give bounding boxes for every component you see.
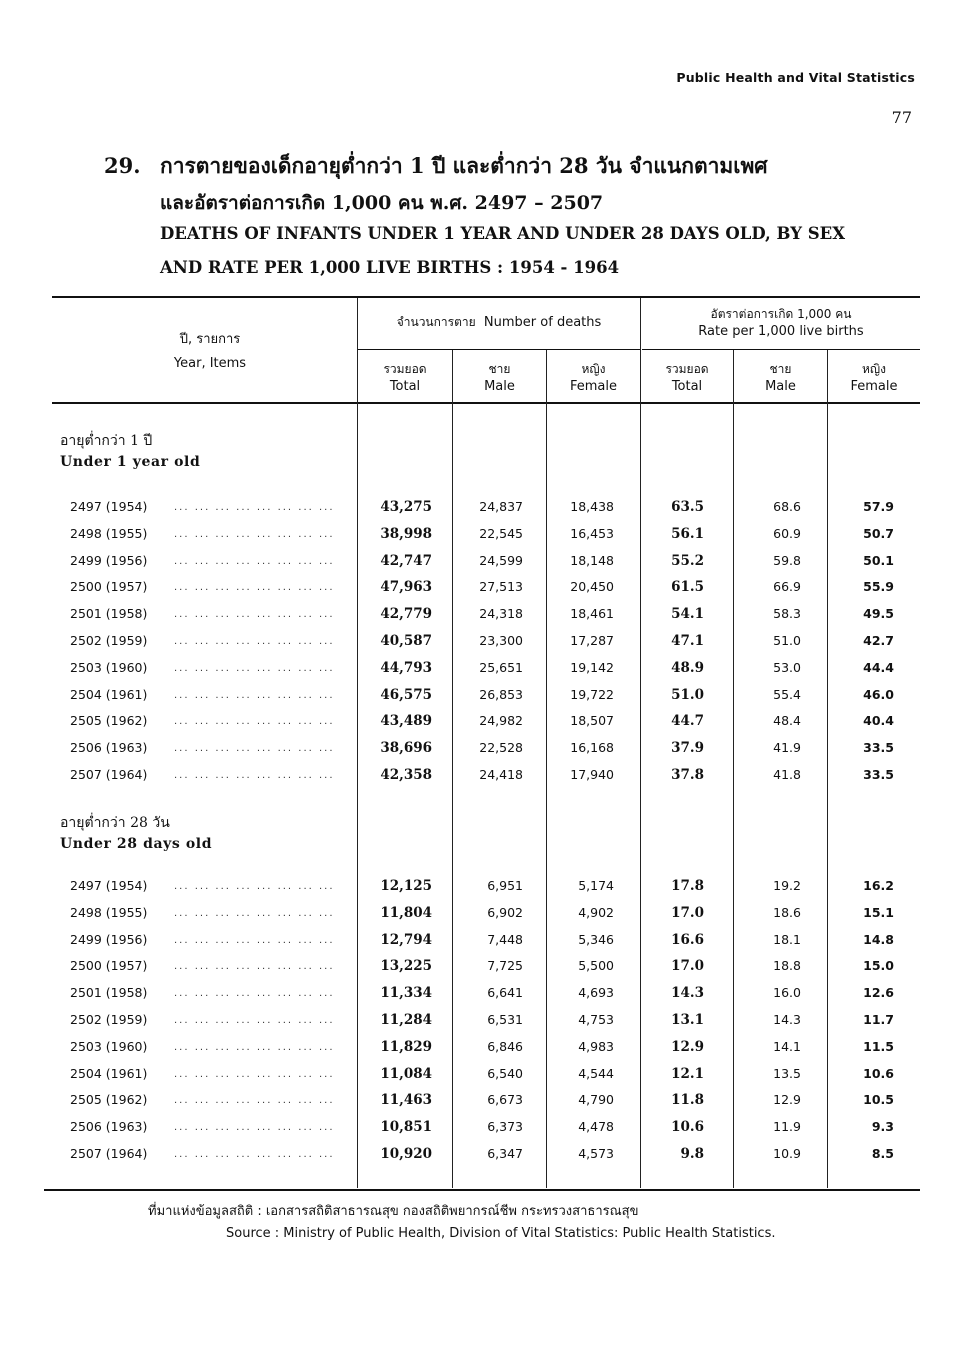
cell-r-total: 12.1 [671, 1065, 704, 1082]
cell-d-female: 4,983 [578, 1038, 614, 1054]
cell-d-male: 27,513 [479, 579, 523, 595]
cell-d-female: 4,693 [578, 985, 614, 1001]
cell-r-female: 10.5 [863, 1092, 894, 1108]
cell-d-male: 6,951 [487, 878, 523, 893]
dot-leader: ... ... ... ... ... ... ... ... [174, 988, 335, 1000]
cell-r-male: 14.1 [773, 1038, 801, 1054]
cell-r-female: 15.0 [863, 958, 894, 974]
table-title [104, 150, 904, 292]
cell-r-total: 11.8 [671, 1092, 704, 1109]
running-header: Public Health and Vital Statistics [676, 70, 915, 85]
cell-d-male: 24,837 [479, 499, 523, 514]
cell-d-total: 43,489 [380, 713, 432, 730]
table-number: 29. [104, 153, 141, 178]
cell-d-male: 23,300 [479, 633, 523, 648]
cell-r-male: 53.0 [773, 659, 801, 675]
cell-r-male: 10.9 [773, 1146, 801, 1161]
cell-d-total: 47,963 [380, 579, 432, 596]
cell-d-total: 40,587 [380, 633, 432, 649]
section-label-under-28-days [60, 812, 212, 854]
table-row [0, 602, 966, 629]
cell-year: 2501 (1958) [70, 985, 148, 1001]
cell-r-female: 50.1 [863, 552, 894, 568]
table-row [0, 763, 966, 790]
cell-r-total: 17.0 [671, 958, 704, 975]
cell-r-male: 12.9 [773, 1092, 801, 1108]
cell-d-male: 25,651 [479, 659, 523, 675]
dot-leader: ... ... ... ... ... ... ... ... [174, 1041, 335, 1053]
cell-r-female: 40.4 [863, 713, 894, 729]
table-row [0, 575, 966, 602]
cell-r-male: 18.8 [773, 958, 801, 974]
table-row [0, 1115, 966, 1142]
col-header-thai: รวมยอด [383, 362, 427, 376]
dot-leader: ... ... ... ... ... ... ... ... [174, 961, 335, 973]
cell-d-female: 5,346 [578, 931, 614, 947]
cell-d-total: 11,334 [380, 985, 432, 1002]
col-header-rate-total [641, 360, 733, 396]
group-header-rule-deaths [358, 349, 640, 350]
cell-r-male: 59.8 [773, 552, 801, 568]
cell-year: 2499 (1956) [70, 931, 148, 947]
cell-r-female: 57.9 [863, 499, 894, 514]
cell-r-female: 16.2 [863, 878, 894, 893]
cell-r-male: 19.2 [773, 878, 801, 893]
cell-r-female: 50.7 [863, 525, 894, 541]
cell-year: 2507 (1964) [70, 1146, 148, 1161]
cell-r-female: 44.4 [863, 659, 894, 675]
cell-d-total: 38,998 [380, 525, 432, 542]
cell-year: 2499 (1956) [70, 552, 148, 568]
col-header-english: Total [671, 379, 703, 394]
rates-group-header-thai: อัตราต่อการเกิด 1,000 คน [710, 307, 852, 321]
cell-r-female: 11.5 [863, 1038, 894, 1054]
cell-d-female: 17,287 [570, 633, 614, 648]
cell-d-female: 18,148 [570, 552, 614, 568]
table-bottom-rule [44, 1189, 920, 1191]
title-english-line-1: DEATHS OF INFANTS UNDER 1 YEAR AND UNDER 28 DAYS OLD, BY SEX [160, 224, 846, 243]
cell-r-total: 9.8 [680, 1146, 704, 1162]
cell-r-total: 14.3 [671, 985, 704, 1002]
table-row [0, 1088, 966, 1115]
title-thai-text-1: การตายของเด็กอายุต่ำกว่า 1 ปี และต่ำกว่า 28 วัน จำแนกตามเพศ [160, 153, 768, 178]
cell-d-total: 12,125 [380, 878, 432, 894]
col-header-deaths-total [358, 360, 452, 396]
cell-d-female: 4,902 [578, 904, 614, 920]
col-header-english: Total [389, 379, 421, 394]
cell-d-total: 11,284 [380, 1012, 432, 1028]
cell-r-female: 42.7 [863, 633, 894, 648]
cell-r-total: 13.1 [671, 1012, 704, 1028]
cell-r-total: 12.9 [671, 1038, 704, 1055]
cell-year: 2506 (1963) [70, 740, 148, 756]
cell-d-male: 6,531 [487, 1012, 523, 1027]
section-label-under-1-year [60, 430, 200, 472]
cell-d-total: 13,225 [380, 958, 432, 975]
table-row [0, 736, 966, 763]
dot-leader: ... ... ... ... ... ... ... ... [174, 662, 335, 674]
cell-r-total: 63.5 [671, 499, 704, 515]
cell-year: 2498 (1955) [70, 525, 148, 541]
cell-d-female: 18,507 [570, 713, 614, 729]
cell-year: 2503 (1960) [70, 1038, 148, 1054]
dot-leader: ... ... ... ... ... ... ... ... [174, 770, 335, 781]
col-header-deaths-male [453, 360, 546, 396]
table-row [0, 954, 966, 981]
cell-r-male: 41.9 [773, 740, 801, 756]
cell-year: 2502 (1959) [70, 1012, 148, 1027]
cell-r-total: 61.5 [671, 579, 704, 596]
section-label-thai: อายุต่ำกว่า 1 ปี [60, 433, 153, 449]
col-header-thai: หญิง [862, 362, 886, 376]
dot-leader: ... ... ... ... ... ... ... ... [174, 934, 335, 946]
cell-r-total: 17.8 [671, 878, 704, 894]
cell-d-total: 42,358 [380, 767, 432, 783]
table-row [0, 709, 966, 736]
dot-leader: ... ... ... ... ... ... ... ... [174, 689, 335, 701]
cell-r-male: 13.5 [773, 1065, 801, 1081]
header-bottom-rule [52, 402, 920, 404]
cell-d-male: 24,599 [479, 552, 523, 568]
cell-r-male: 68.6 [773, 499, 801, 514]
cell-r-total: 37.9 [671, 740, 704, 757]
cell-year: 2501 (1958) [70, 606, 148, 622]
dot-leader: ... ... ... ... ... ... ... ... [174, 636, 335, 647]
rates-group-header-english: Rate per 1,000 live births [698, 324, 864, 339]
cell-d-male: 7,725 [487, 958, 523, 974]
deaths-group-header-english: Number of deaths [483, 315, 602, 330]
cell-d-male: 24,418 [479, 767, 523, 782]
dot-leader: ... ... ... ... ... ... ... ... [174, 716, 335, 728]
source-note-thai: ที่มาแห่งข้อมูลสถิติ : เอกสารสถิติสาธารณสุข กองสถิติพยากรณ์ชีพ กระทรวงสาธารณสุข [148, 1204, 639, 1219]
rates-group-header [642, 305, 920, 341]
dot-leader: ... ... ... ... ... ... ... ... [174, 743, 335, 755]
cell-d-female: 18,438 [570, 499, 614, 514]
cell-d-male: 24,318 [479, 606, 523, 622]
table-row [0, 495, 966, 522]
col-header-english: Male [765, 379, 796, 394]
cell-d-male: 24,982 [479, 713, 523, 729]
cell-d-total: 12,794 [380, 931, 432, 948]
dot-leader: ... ... ... ... ... ... ... ... [174, 582, 335, 594]
cell-r-female: 14.8 [863, 931, 894, 947]
col-header-english: Male [484, 379, 515, 394]
table-row [0, 981, 966, 1008]
group-header-rule-rates [642, 349, 920, 350]
cell-r-male: 51.0 [773, 633, 801, 648]
cell-r-female: 11.7 [863, 1012, 894, 1027]
cell-d-total: 43,275 [380, 499, 432, 515]
cell-d-male: 6,641 [487, 985, 523, 1001]
cell-d-total: 10,851 [380, 1119, 432, 1136]
cell-r-male: 11.9 [773, 1119, 801, 1135]
cell-r-female: 55.9 [863, 579, 894, 595]
col-header-rate-male [734, 360, 827, 396]
title-thai-line-1 [104, 150, 904, 188]
table-top-rule [52, 296, 920, 298]
table-row [0, 1035, 966, 1062]
cell-d-total: 11,463 [380, 1092, 432, 1109]
cell-r-female: 15.1 [863, 904, 894, 920]
cell-year: 2498 (1955) [70, 904, 148, 920]
cell-r-total: 55.2 [671, 552, 704, 569]
col-header-thai: ชาย [769, 362, 792, 376]
section-label-thai: อายุต่ำกว่า 28 วัน [60, 815, 170, 831]
cell-r-female: 33.5 [863, 767, 894, 782]
cell-r-total: 10.6 [671, 1119, 704, 1136]
cell-r-total: 16.6 [671, 931, 704, 948]
cell-year: 2497 (1954) [70, 499, 148, 514]
table-row [0, 1142, 966, 1169]
deaths-group-header [358, 313, 640, 332]
cell-r-male: 58.3 [773, 606, 801, 622]
dot-leader: ... ... ... ... ... ... ... ... [174, 1122, 335, 1134]
cell-d-female: 4,478 [578, 1119, 614, 1135]
dot-leader: ... ... ... ... ... ... ... ... [174, 1015, 335, 1026]
dot-leader: ... ... ... ... ... ... ... ... [174, 1149, 335, 1160]
dot-leader: ... ... ... ... ... ... ... ... [174, 881, 335, 892]
table-row [0, 901, 966, 928]
cell-r-total: 17.0 [671, 904, 704, 921]
cell-d-male: 6,673 [487, 1092, 523, 1108]
dot-leader: ... ... ... ... ... ... ... ... [174, 609, 335, 621]
cell-year: 2506 (1963) [70, 1119, 148, 1135]
cell-r-female: 8.5 [871, 1146, 894, 1161]
cell-d-female: 5,174 [578, 878, 614, 893]
cell-d-total: 46,575 [380, 686, 432, 703]
cell-d-female: 17,940 [570, 767, 614, 782]
dot-leader: ... ... ... ... ... ... ... ... [174, 1068, 335, 1080]
cell-d-male: 22,528 [479, 740, 523, 756]
cell-year: 2504 (1961) [70, 1065, 148, 1081]
cell-r-total: 54.1 [671, 606, 704, 623]
cell-year: 2500 (1957) [70, 958, 148, 974]
cell-year: 2505 (1962) [70, 1092, 148, 1108]
cell-r-male: 55.4 [773, 686, 801, 702]
cell-r-total: 37.8 [671, 767, 704, 783]
cell-d-female: 19,722 [570, 686, 614, 702]
cell-r-total: 48.9 [671, 659, 704, 676]
cell-d-male: 6,846 [487, 1038, 523, 1054]
col-header-rate-female [828, 360, 920, 396]
table-row [0, 629, 966, 656]
cell-r-male: 14.3 [773, 1012, 801, 1027]
cell-d-total: 42,747 [380, 552, 432, 569]
cell-d-female: 5,500 [578, 958, 614, 974]
cell-r-male: 66.9 [773, 579, 801, 595]
table-row [0, 656, 966, 683]
dot-leader: ... ... ... ... ... ... ... ... [174, 528, 335, 540]
cell-year: 2497 (1954) [70, 878, 148, 893]
cell-r-total: 51.0 [671, 686, 704, 703]
col-header-thai: หญิง [581, 362, 606, 376]
cell-d-female: 4,790 [578, 1092, 614, 1108]
cell-r-female: 46.0 [863, 686, 894, 702]
cell-d-male: 6,540 [487, 1065, 523, 1081]
col-header-thai: ชาย [488, 362, 511, 376]
cell-r-female: 9.3 [871, 1119, 894, 1135]
cell-d-total: 38,696 [380, 740, 432, 757]
cell-r-total: 44.7 [671, 713, 704, 730]
table-row [0, 1008, 966, 1035]
cell-d-male: 22,545 [479, 525, 523, 541]
title-english-line-2: AND RATE PER 1,000 LIVE BIRTHS : 1954 - 1964 [160, 258, 620, 277]
cell-d-total: 11,829 [380, 1038, 432, 1055]
cell-d-female: 19,142 [570, 659, 614, 675]
stub-header-english: Year, Items [173, 356, 247, 371]
col-header-deaths-female [547, 360, 640, 396]
cell-d-female: 20,450 [570, 579, 614, 595]
cell-d-female: 4,753 [578, 1012, 614, 1027]
table-row [0, 928, 966, 955]
table-row [0, 874, 966, 901]
cell-r-female: 12.6 [863, 985, 894, 1001]
section-label-english: Under 1 year old [60, 454, 201, 470]
cell-d-male: 6,373 [487, 1119, 523, 1135]
dot-leader: ... ... ... ... ... ... ... ... [174, 555, 335, 567]
cell-year: 2504 (1961) [70, 686, 148, 702]
cell-d-female: 4,573 [578, 1146, 614, 1161]
cell-r-male: 16.0 [773, 985, 801, 1001]
cell-d-total: 11,084 [380, 1065, 432, 1082]
cell-year: 2505 (1962) [70, 713, 148, 729]
cell-d-male: 6,902 [487, 904, 523, 920]
stub-header-thai: ปี, รายการ [179, 332, 241, 347]
cell-year: 2503 (1960) [70, 659, 148, 675]
title-thai-line-2: และอัตราต่อการเกิด 1,000 คน พ.ศ. 2497 – 2507 [160, 192, 604, 214]
cell-d-female: 18,461 [570, 606, 614, 622]
cell-d-female: 16,168 [570, 740, 614, 756]
cell-d-total: 42,779 [380, 606, 432, 623]
cell-d-female: 4,544 [578, 1065, 614, 1081]
deaths-group-header-thai: จำนวนการตาย [396, 315, 476, 329]
cell-d-male: 7,448 [487, 931, 523, 947]
col-header-english: Female [569, 379, 617, 394]
cell-d-total: 44,793 [380, 659, 432, 676]
table-row [0, 1062, 966, 1089]
cell-r-male: 41.8 [773, 767, 801, 782]
table-row [0, 549, 966, 576]
section-label-english: Under 28 days old [60, 836, 213, 852]
dot-leader: ... ... ... ... ... ... ... ... [174, 1095, 335, 1107]
source-note-english: Source : Ministry of Public Health, Division of Vital Statistics: Public Health Statistics. [226, 1226, 776, 1241]
col-header-english: Female [850, 379, 898, 394]
cell-d-female: 16,453 [570, 525, 614, 541]
cell-d-male: 6,347 [487, 1146, 523, 1161]
dot-leader: ... ... ... ... ... ... ... ... [174, 502, 335, 513]
cell-year: 2502 (1959) [70, 633, 148, 648]
table-row [0, 522, 966, 549]
cell-r-female: 49.5 [863, 606, 894, 622]
col-header-thai: รวมยอด [665, 362, 709, 376]
cell-r-total: 47.1 [671, 633, 704, 649]
cell-r-female: 10.6 [863, 1065, 894, 1081]
page-number: 77 [891, 108, 912, 127]
cell-year: 2500 (1957) [70, 579, 148, 595]
cell-r-male: 60.9 [773, 525, 801, 541]
cell-d-total: 11,804 [380, 904, 432, 921]
cell-d-male: 26,853 [479, 686, 523, 702]
cell-year: 2507 (1964) [70, 767, 148, 782]
cell-r-male: 18.6 [773, 904, 801, 920]
cell-r-total: 56.1 [671, 525, 704, 542]
cell-r-male: 18.1 [773, 931, 801, 947]
dot-leader: ... ... ... ... ... ... ... ... [174, 907, 335, 919]
table-row [0, 683, 966, 710]
cell-r-female: 33.5 [863, 740, 894, 756]
cell-r-male: 48.4 [773, 713, 801, 729]
cell-d-total: 10,920 [380, 1146, 432, 1162]
stub-header [140, 328, 280, 376]
